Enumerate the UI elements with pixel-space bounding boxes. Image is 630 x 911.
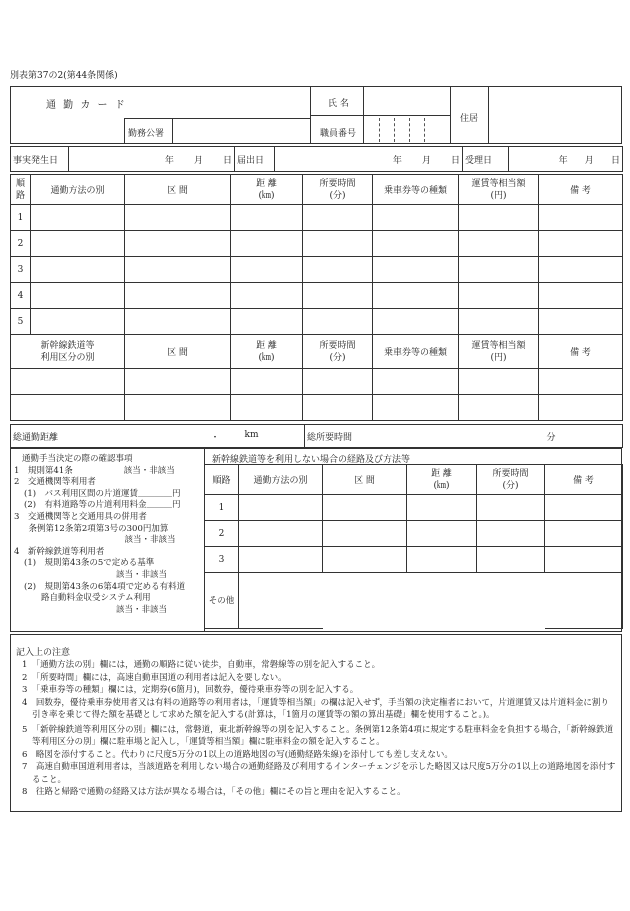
total-time-field[interactable]	[305, 425, 623, 448]
checklist-line: 2 交通機関等利用者	[14, 477, 96, 488]
month-label: 月	[193, 155, 203, 166]
workplace-field[interactable]	[174, 120, 308, 142]
staff-no-field[interactable]	[365, 117, 449, 142]
day-label: 日	[450, 155, 460, 166]
remarks-header: 備 考	[539, 175, 623, 205]
total-time-label: 総所要時間	[307, 432, 353, 443]
time-unit: 分	[546, 432, 556, 443]
route-table	[10, 174, 623, 421]
note-item: 7 高速自動車国道利用者は，当該道路を利用しない場合の通勤経路及び利用するインターチェンジを示した略図又は尺度5万分の1以上の道路地図を添付すること。	[22, 762, 616, 785]
other-row[interactable]	[205, 573, 623, 629]
table-row[interactable]	[205, 495, 623, 521]
section-header: 区 間	[125, 175, 231, 205]
alt-route-header-row	[205, 465, 623, 495]
note-item: 3 「乗車券等の種類」欄には，定期券(6箇月)，回数券，優待乗車券等の別を記入する。	[22, 685, 359, 695]
staff-no-label: 職員番号	[320, 129, 357, 139]
table-row[interactable]	[11, 231, 623, 257]
order-header: 順路	[205, 465, 239, 495]
time-header: 所要時間 (分)	[303, 175, 373, 205]
notes-title: 記入上の注意	[16, 648, 71, 658]
fare-header: 運賃等相当額 (円)	[459, 175, 539, 205]
row-number: 4	[11, 283, 31, 309]
method-header: 通勤方法の別	[239, 465, 323, 495]
checklist-line[interactable]: 該当・非該当	[14, 535, 176, 546]
time-header: 所要時間 (分)	[303, 335, 373, 369]
distance-unit: km	[244, 429, 259, 440]
occurrence-label: 事実発生日	[11, 147, 69, 172]
checklist-line: 4 新幹線鉄道等利用者	[14, 546, 105, 557]
ticket-header: 乗車券等の種類	[373, 175, 459, 205]
name-field[interactable]	[365, 88, 449, 113]
ticket-header: 乗車券等の種類	[373, 335, 459, 369]
table-row[interactable]	[11, 309, 623, 335]
section-header: 区 間	[125, 335, 231, 369]
table-row[interactable]	[205, 521, 623, 547]
dates-row	[10, 146, 623, 172]
note-item: 1 「通勤方法の別」欄には，通勤の順路に従い徒歩，自動車，常磐線等の別を記入すること。	[22, 660, 381, 670]
residence-label: 住居	[460, 114, 479, 124]
day-label: 日	[222, 155, 232, 166]
section-header: 区 間	[323, 465, 407, 495]
workplace-label: 勤務公署	[128, 129, 165, 139]
form-number: 別表第37の2(第44条関係)	[10, 71, 118, 81]
residence-field[interactable]	[490, 88, 620, 142]
alt-route-title: 新幹線鉄道等を利用しない場合の経路及び方法等	[212, 455, 411, 465]
shinkansen-header: 新幹線鉄道等 利用区分の別	[11, 335, 125, 369]
table-row[interactable]	[11, 205, 623, 231]
time-header: 所要時間 (分)	[477, 465, 545, 495]
checklist-line: (1) 規則第43条の5で定める基準	[24, 558, 155, 569]
other-field[interactable]	[239, 573, 323, 629]
row-number: 2	[11, 231, 31, 257]
note-item: 2 「所要時間」欄には，高速自動車国道の利用者は記入を要しない。	[22, 672, 287, 683]
fare-header: 運賃等相当額 (円)	[459, 335, 539, 369]
checklist	[14, 454, 202, 616]
row-number: 3	[11, 257, 31, 283]
occurrence-date-field[interactable]	[69, 147, 235, 172]
day-label: 日	[610, 155, 620, 166]
decimal-dot: ・	[210, 432, 220, 443]
checklist-line: 路自動料金収受システム利用	[24, 593, 151, 604]
other-label: その他	[205, 573, 239, 629]
table-row[interactable]	[11, 283, 623, 309]
checklist-line[interactable]: 該当・非該当	[14, 569, 168, 580]
row-number: 1	[205, 495, 239, 521]
row-number: 3	[205, 547, 239, 573]
table-row[interactable]	[205, 547, 623, 573]
row-number: 5	[11, 309, 31, 335]
note-item: 4 回数券，優待乗車券使用者又は有料の道路等の利用者は，「運賃等相当額」の欄は記入せず，手当額の決定権者において，片道運賃又は片道料金に割り引き率を乗じて得た額を基礎として求めた額を記入する(計算は，「1箇月の運賃等の額の算出基礎」欄を使用すること。)。	[22, 697, 609, 720]
checklist-line: 条例第12条第2項第3号の300円加算	[20, 523, 169, 534]
row-number: 1	[11, 205, 31, 231]
card-title: 通 勤 カ ー ド	[46, 100, 127, 111]
report-date-field[interactable]	[275, 147, 463, 172]
table-row[interactable]	[11, 369, 623, 395]
total-distance-field[interactable]	[11, 425, 305, 448]
note-item: 8 往路と帰路で通勤の経路又は方法が異なる場合は，「その他」欄にその旨と理由を記入すること。	[22, 787, 406, 797]
method-header: 通勤方法の別	[31, 175, 125, 205]
year-label: 年	[164, 155, 174, 166]
month-label: 月	[421, 155, 431, 166]
checklist-line[interactable]: 1 規則第41条 該当・非該当	[14, 465, 175, 476]
table-row[interactable]	[11, 257, 623, 283]
order-header: 順路	[11, 175, 31, 205]
checklist-title: 通勤手当決定の際の確認事項	[22, 454, 133, 464]
checklist-line[interactable]: (1) バス利用区間の片道運賃＿＿＿＿円	[24, 488, 181, 499]
year-label: 年	[558, 155, 568, 166]
distance-header: 距 離 (㎞)	[231, 175, 303, 205]
year-label: 年	[392, 155, 402, 166]
distance-header: 距 離 (㎞)	[231, 335, 303, 369]
month-label: 月	[584, 155, 594, 166]
alt-route-table	[204, 464, 623, 629]
remarks-header: 備 考	[539, 335, 623, 369]
shinkansen-header-row	[11, 335, 623, 369]
report-label: 届出日	[235, 147, 275, 172]
distance-header: 距 離 (㎞)	[407, 465, 477, 495]
checklist-line: (2) 規則第43条の6第4項で定める有料道	[24, 581, 186, 592]
remarks-header: 備 考	[545, 465, 623, 495]
receipt-date-field[interactable]	[509, 147, 623, 172]
route-header-row	[11, 175, 623, 205]
note-item: 6 略図を添付すること。代わりに尺度5万分の1以上の道路地図の写(通勤経路朱線)を添付しても差し支えない。	[22, 749, 453, 760]
name-label: 氏 名	[328, 99, 349, 109]
totals-row	[10, 424, 623, 448]
note-item: 5 「新幹線鉄道等利用区分の別」欄には，常磐道，東北新幹線等の別を記入すること。条例第12条第4項に規定する駐車料金を負担する場合，「新幹線鉄道等利用区分の別」欄に駐車場と記入し，「運賃等相当額」欄に駐車料金の額を記入すること。	[22, 724, 614, 747]
receipt-label: 受理日	[463, 147, 509, 172]
row-number: 2	[205, 521, 239, 547]
table-row[interactable]	[11, 395, 623, 421]
checklist-line: 3 交通機関等と交通用具の併用者	[14, 511, 147, 522]
checklist-line[interactable]: 該当・非該当	[14, 604, 168, 615]
checklist-line[interactable]: (2) 有料道路等の片道利用料金＿＿＿円	[24, 500, 181, 511]
total-distance-label: 総通勤距離	[13, 432, 59, 443]
